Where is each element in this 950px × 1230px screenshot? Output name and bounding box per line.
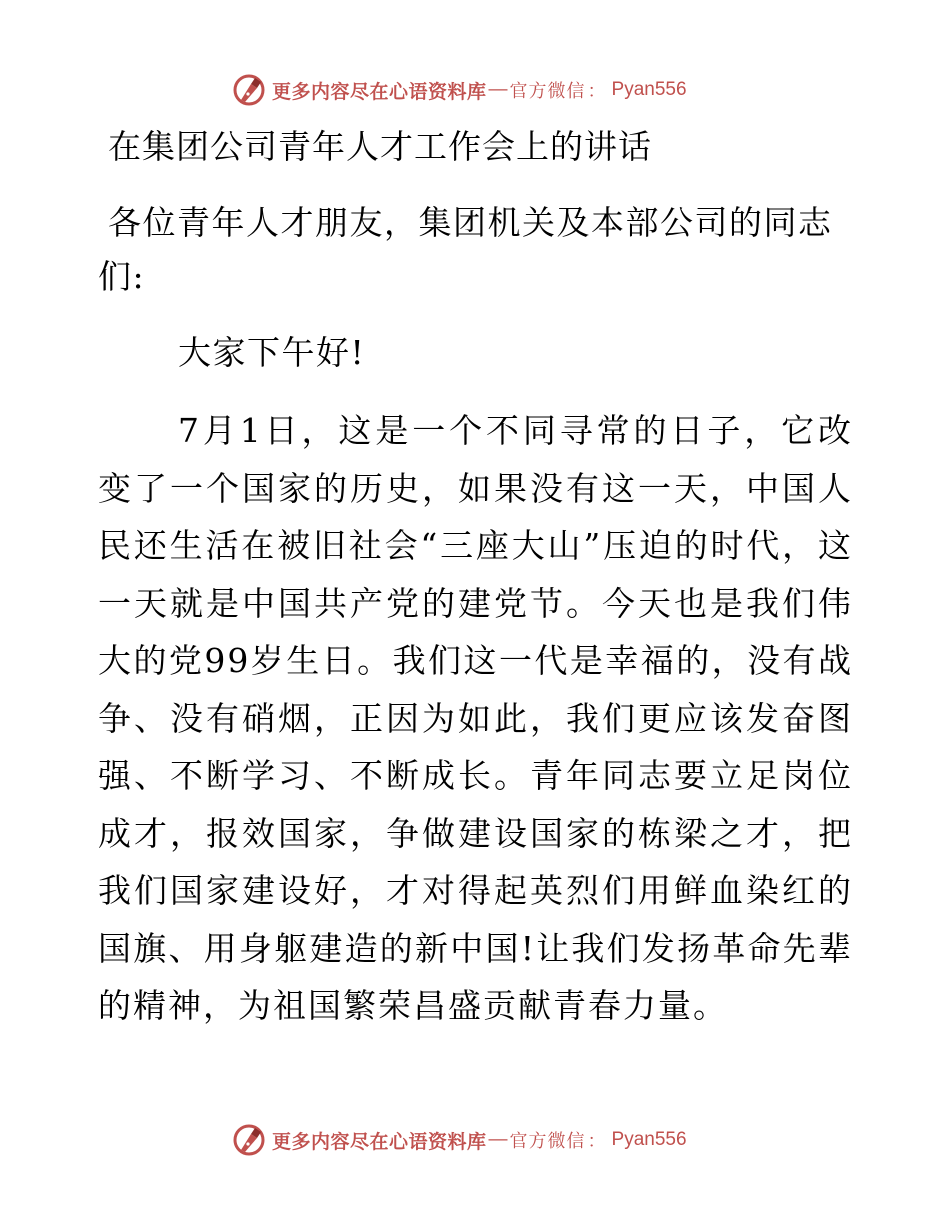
watermark-separator: — — [488, 1129, 508, 1150]
header-watermark — [232, 70, 687, 110]
fountain-pen-nib-logo-icon — [232, 1123, 266, 1157]
document-title: 在集团公司青年人才工作会上的讲话 — [108, 127, 652, 166]
watermark-wechat-id: Pyan556 — [611, 1129, 687, 1150]
body-paragraph: 7月1日，这是一个不同寻常的日子，它改变了一个国家的历史，如果没有这一天，中国人民还生活在被旧社会“三座大山”压迫的时代，这一天就是中国共产党的建党节。今天也是我们伟大的党99岁生日。我们这一代是幸福的，没有战争、没有硝烟，正因为如此，我们更应该发奋图强、不断学习、不断成长。青年同志要立足岗位成才，报效国家，争做建设国家的栋梁之才，把我们国家建设好，才对得起英烈们用鲜血染红的国旗、用身躯建造的新中国!让我们发扬革命先辈的精神，为祖国繁荣昌盛贡献青春力量。 — [98, 411, 853, 1025]
watermark-wechat-label: 官方微信 — [509, 81, 586, 102]
watermark-wechat-id: Pyan556 — [611, 79, 687, 100]
watermark-colon: ： — [587, 81, 606, 101]
fountain-pen-nib-logo-icon — [232, 73, 266, 107]
watermark-site-text: 更多内容尽在心语资料库 — [272, 1130, 487, 1153]
greeting: 大家下午好! — [178, 333, 366, 372]
watermark-separator: — — [488, 79, 508, 100]
watermark-wechat-label: 官方微信 — [509, 1131, 586, 1152]
salutation: 各位青年人才朋友，集团机关及本部公司的同志们: — [98, 203, 833, 296]
footer-watermark — [232, 1120, 687, 1160]
watermark-colon: ： — [587, 1131, 606, 1151]
watermark-site-text: 更多内容尽在心语资料库 — [272, 80, 487, 103]
